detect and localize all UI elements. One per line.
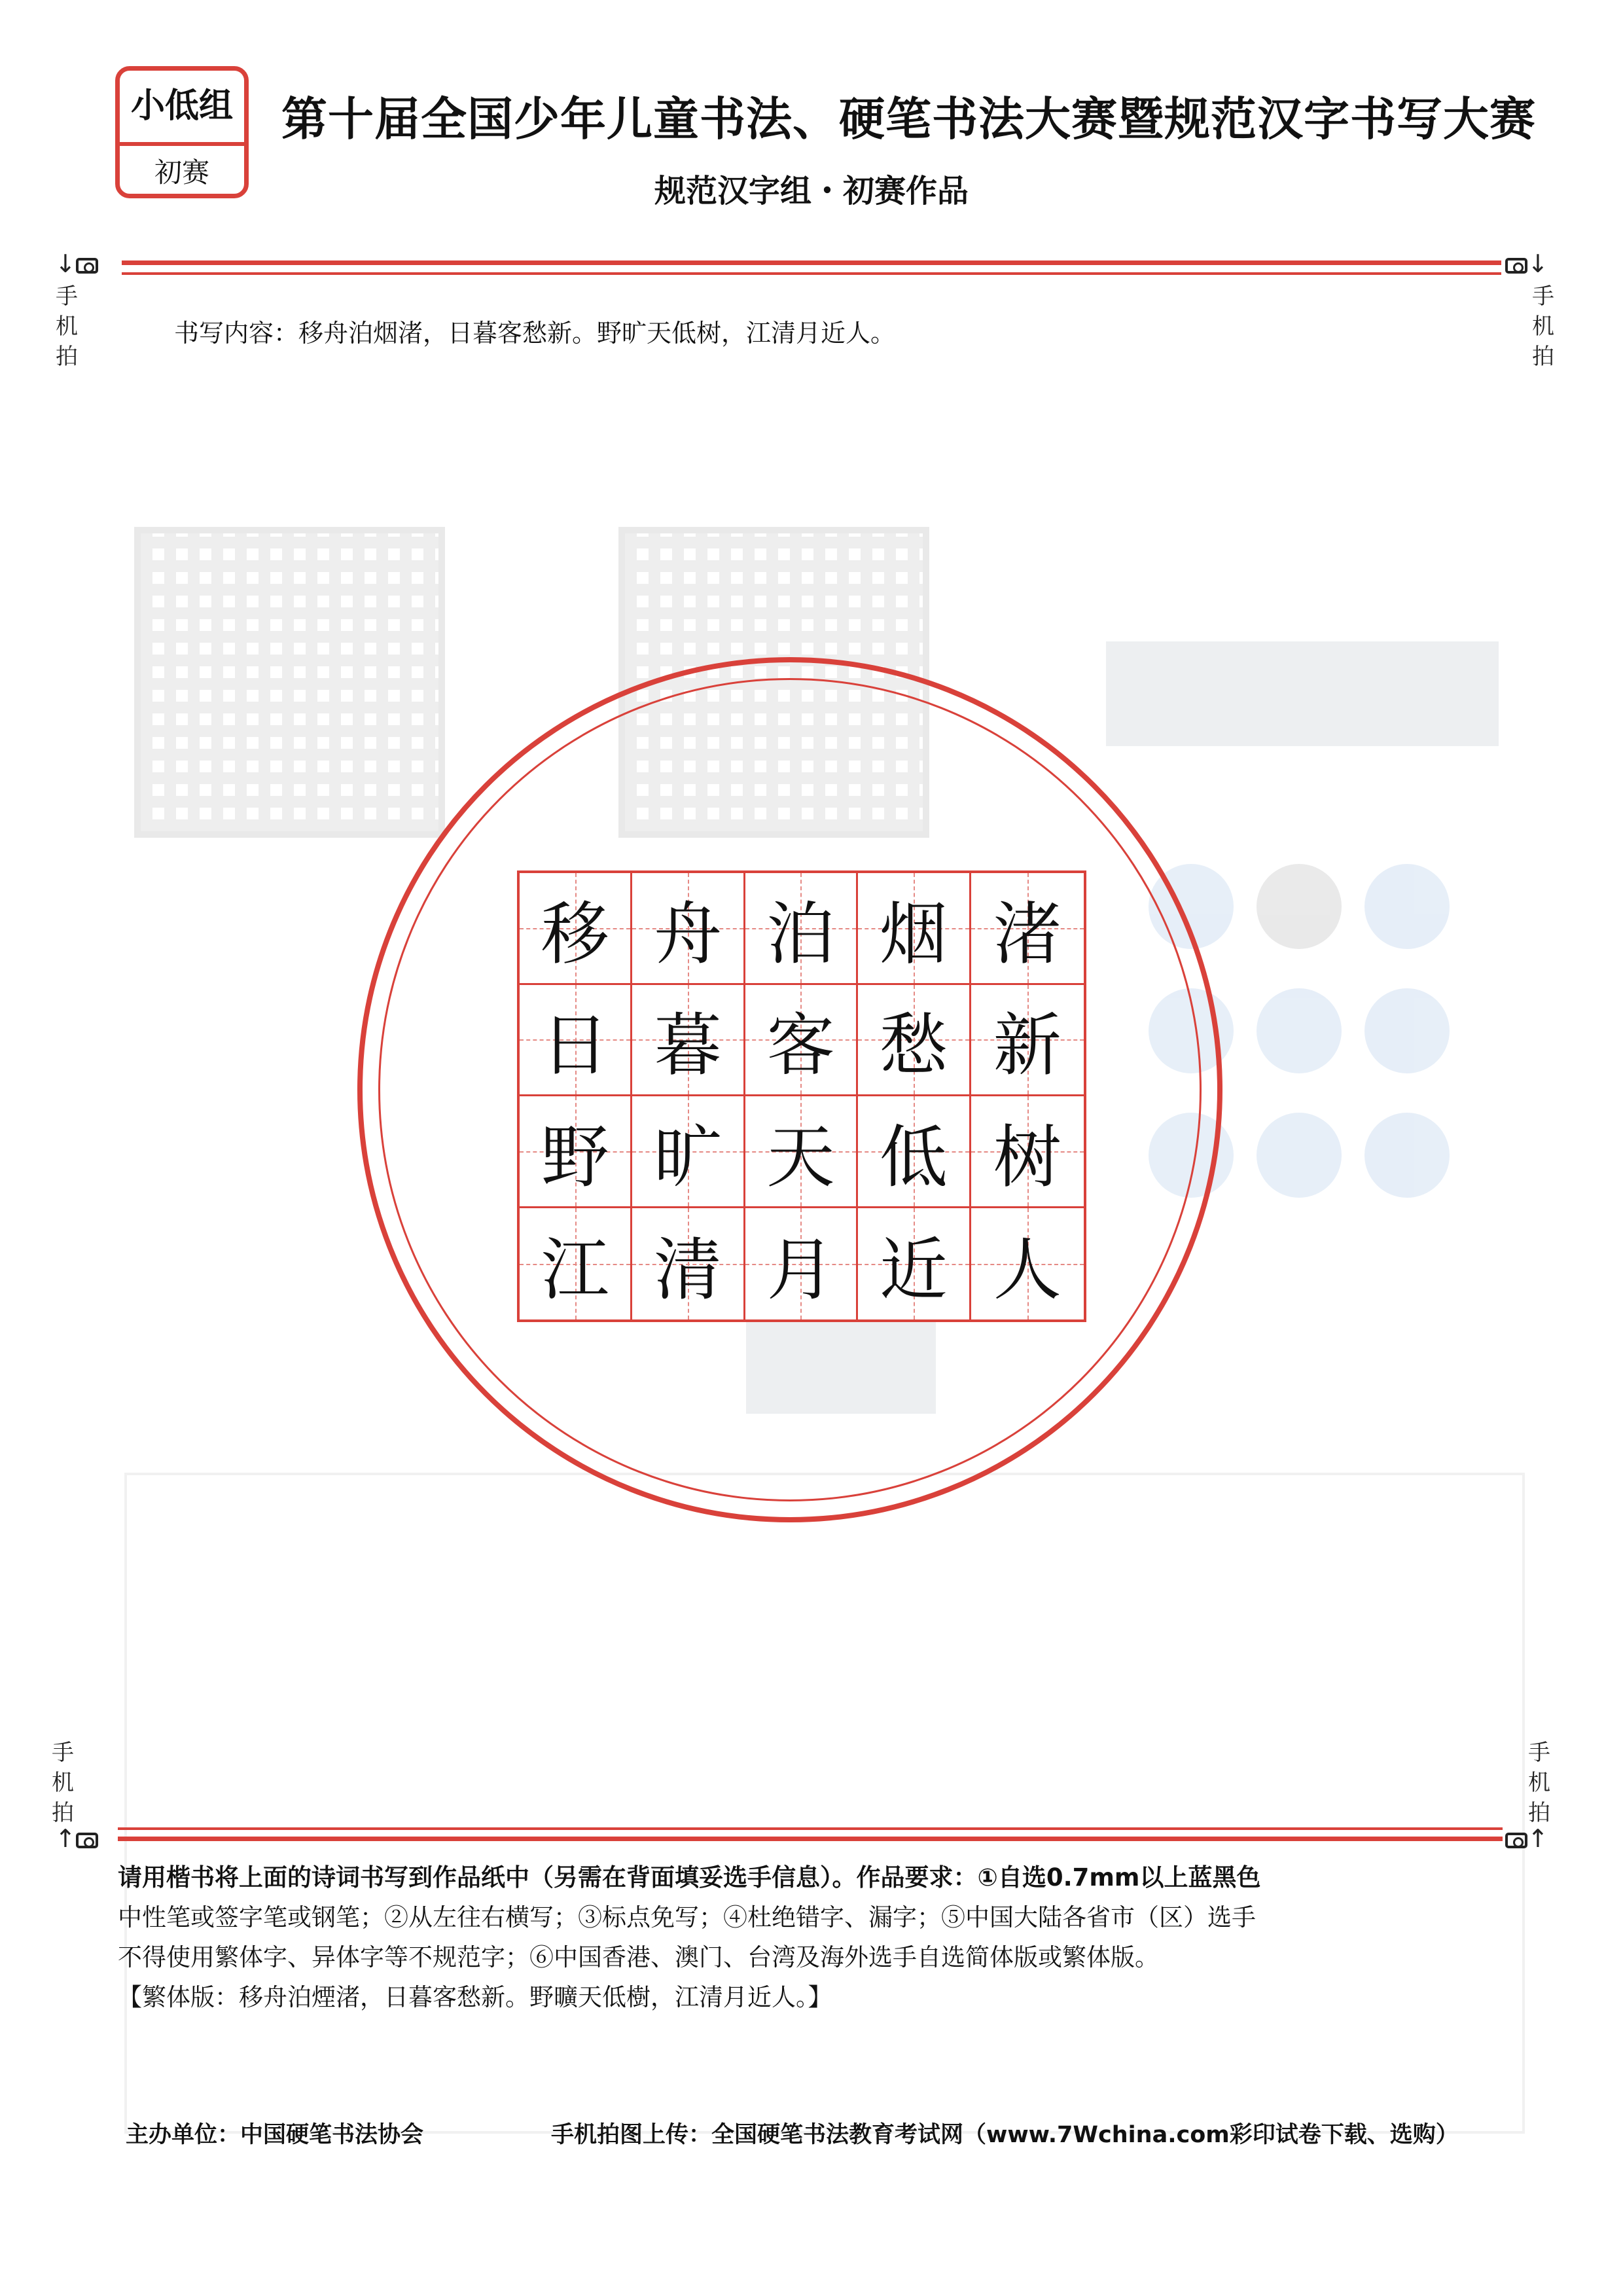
writing-content: 书写内容：移舟泊烟渚，日暮客愁新。野旷天低树，江清月近人。	[174, 319, 896, 348]
grid-cell: 旷	[632, 1096, 745, 1208]
grid-cell: 低	[858, 1096, 971, 1208]
watermark-frame	[124, 1473, 1525, 2134]
grid-cell: 移	[520, 873, 632, 985]
footer-upload-info: 手机拍图上传：全国硬笔书法教育考试网（www.7Wchina.com彩印试卷下载、选购）	[551, 2122, 1459, 2148]
camera-icon	[76, 1833, 98, 1848]
camera-icon	[1505, 1833, 1527, 1848]
grid-cell: 江	[520, 1208, 632, 1320]
camera-icon	[1505, 258, 1527, 274]
grid-cell: 舟	[632, 873, 745, 985]
grid-cell: 泊	[745, 873, 858, 985]
grid-cell: 天	[745, 1096, 858, 1208]
grid-cell: 暮	[632, 985, 745, 1097]
watermark-icon-9	[1364, 1113, 1450, 1198]
arrow-up-icon: ↑	[1527, 1824, 1548, 1853]
top-rule-outer	[122, 260, 1501, 265]
side-label-top-left: 手 机 拍	[56, 283, 78, 370]
bottom-rule-inner	[118, 1827, 1503, 1830]
watermark-icon-6	[1364, 988, 1450, 1073]
requirements-traditional: 【繁体版：移舟泊煙渚，日暮客愁新。野曠天低樹，江清月近人。】	[118, 1983, 832, 2011]
requirements-line-1: 请用楷书将上面的诗词书写到作品纸中（另需在背面填妥选手信息）。作品要求：①自选0.7mm以上蓝黑色	[118, 1863, 1261, 1892]
requirements-text	[118, 1857, 1505, 2017]
camera-icon	[76, 258, 98, 274]
watermark-icon-3	[1364, 864, 1450, 949]
badge-divider	[120, 142, 244, 146]
watermark-icon-8	[1257, 1113, 1342, 1198]
arrow-down-icon: ↓	[1527, 249, 1548, 278]
page-title: 第十届全国少年儿童书法、硬笔书法大赛暨规范汉字书写大赛	[281, 92, 1536, 146]
grid-cell: 月	[745, 1208, 858, 1320]
side-label-bottom-left: 手 机 拍	[52, 1740, 74, 1826]
requirements-line-2: 中性笔或签字笔或钢笔；②从左往右横写；③标点免写；④杜绝错字、漏字；⑤中国大陆各省市（区）选手	[118, 1903, 1256, 1931]
grid-cell: 近	[858, 1208, 971, 1320]
badge-group-label: 小低组	[130, 86, 233, 126]
grid-cell: 日	[520, 985, 632, 1097]
side-label-bottom-right: 手 机 拍	[1528, 1740, 1550, 1826]
marker-bottom-right	[1505, 1826, 1548, 1851]
side-label-top-right: 手 机 拍	[1532, 283, 1554, 370]
grid-cell: 野	[520, 1096, 632, 1208]
requirements-line-3: 不得使用繁体字、异体字等不规范字；⑥中国香港、澳门、台湾及海外选手自选简体版或繁体版。	[118, 1943, 1159, 1971]
marker-top-left	[55, 251, 98, 276]
arrow-down-icon: ↓	[55, 249, 76, 278]
page-subtitle: 规范汉字组・初赛作品	[654, 173, 969, 209]
watermark-icon-2	[1257, 864, 1342, 949]
grid-cell: 树	[971, 1096, 1084, 1208]
top-rule-inner	[122, 272, 1501, 275]
grid-cell: 烟	[858, 873, 971, 985]
grid-cell: 人	[971, 1208, 1084, 1320]
watermark-qr-left	[134, 527, 445, 838]
footer-organizer: 主办单位：中国硬笔书法协会	[126, 2122, 424, 2148]
bottom-rule-outer	[118, 1837, 1503, 1841]
grid-cell: 新	[971, 985, 1084, 1097]
marker-bottom-left	[55, 1826, 98, 1851]
marker-top-right	[1505, 251, 1548, 276]
grid-cell: 渚	[971, 873, 1084, 985]
watermark-icon-5	[1257, 988, 1342, 1073]
grid-cell: 愁	[858, 985, 971, 1097]
writing-grid	[517, 870, 1086, 1322]
grid-cell: 客	[745, 985, 858, 1097]
watermark-photo	[1106, 641, 1499, 746]
arrow-up-icon: ↑	[55, 1824, 76, 1853]
grid-cell: 清	[632, 1208, 745, 1320]
badge-stage-label: 初赛	[154, 156, 209, 188]
